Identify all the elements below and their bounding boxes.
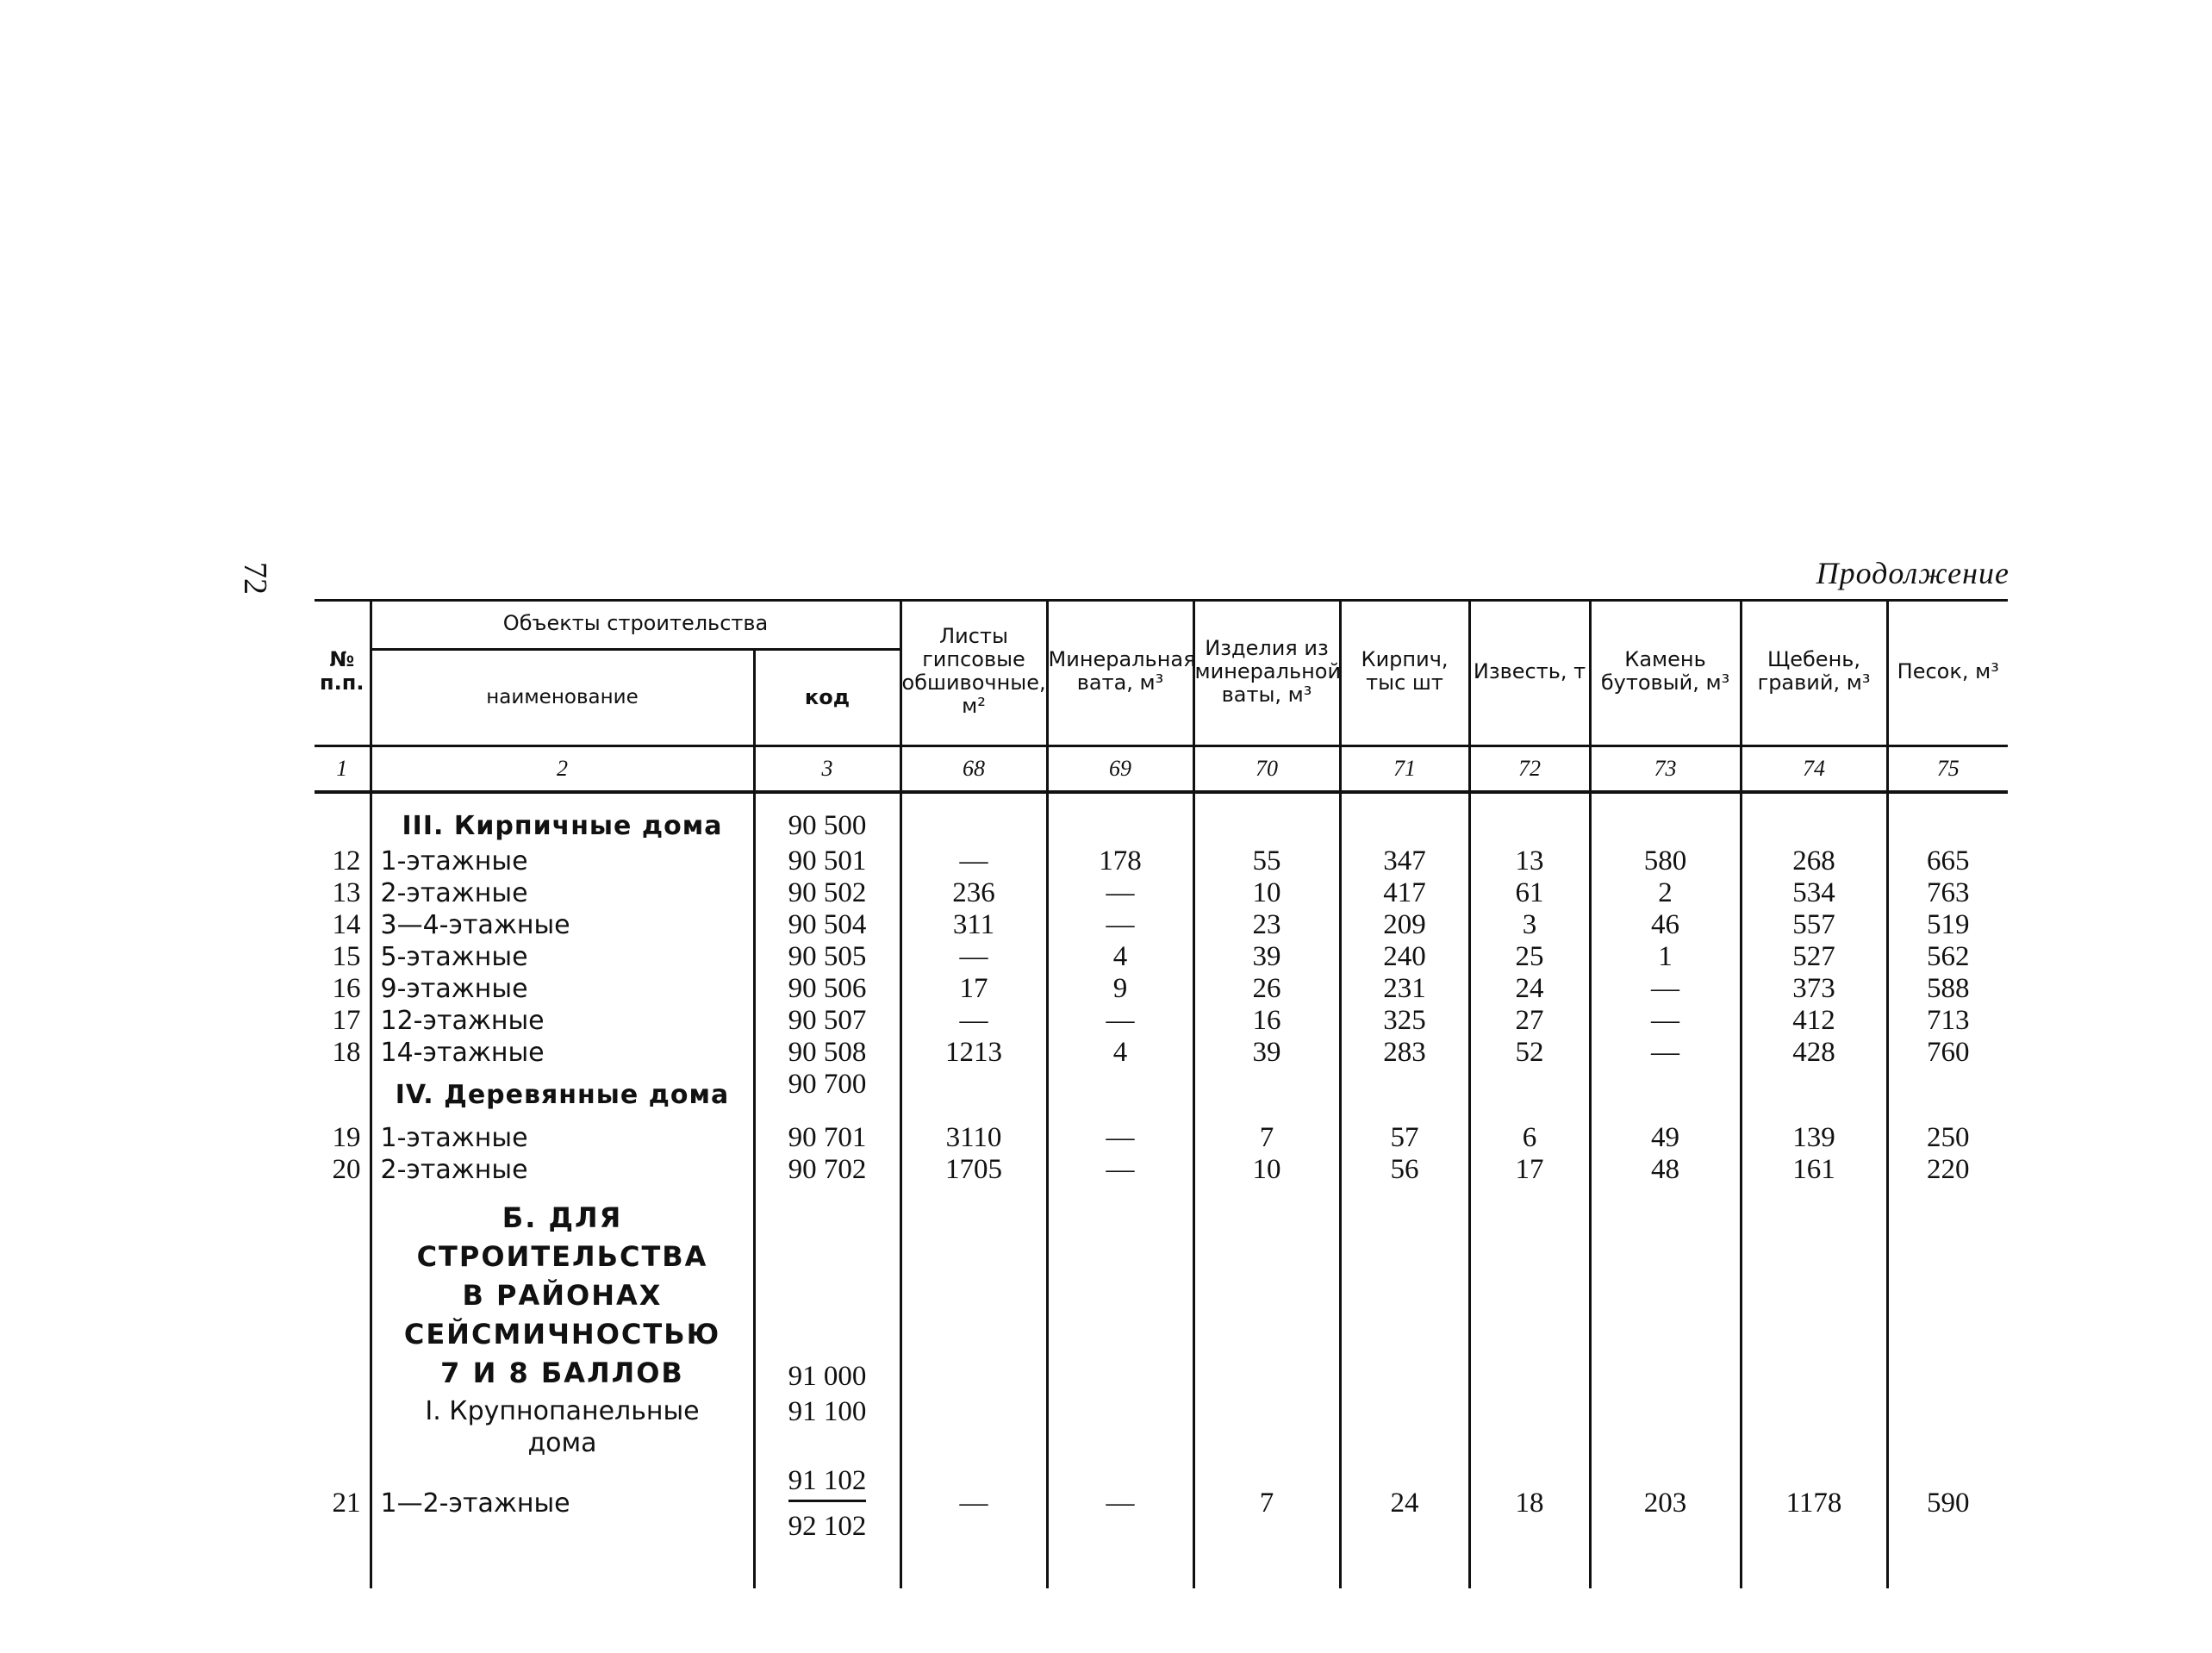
materials-table [315, 599, 2008, 1588]
row-name: 1-этажные [371, 1122, 754, 1154]
row-index: 19 [332, 1121, 361, 1153]
section-title: Б. ДЛЯ СТРОИТЕЛЬСТВА В РАЙОНАХ СЕЙСМИЧНОСТЬЮ 7 И 8 БАЛЛОВ [371, 1186, 754, 1393]
cell-c73: 2 [1590, 877, 1741, 909]
cell-c71: 347 [1340, 845, 1469, 877]
continued-label: Продолжение [1816, 556, 2009, 590]
header-col69: Минеральная вата, м³ [1047, 599, 1193, 745]
row-code: 91 102 92 102 [754, 1462, 900, 1545]
header-num: № п.п. [320, 647, 365, 696]
row-code: 90 507 [754, 1005, 900, 1037]
header-col70: Изделия из минеральной ваты, м³ [1193, 599, 1340, 745]
cell-c72: 24 [1469, 973, 1590, 1005]
table-row [315, 845, 2008, 877]
cell-c69: 9 [1047, 973, 1193, 1005]
colnum-75: 75 [1887, 745, 2008, 792]
cell-c71: 56 [1340, 1154, 1469, 1186]
row-index: 14 [332, 908, 361, 940]
row-code: 90 505 [754, 941, 900, 973]
row-name: 2-этажные [371, 877, 754, 909]
colnum-1: 1 [336, 755, 348, 781]
cell-c75: 588 [1887, 973, 2008, 1005]
header-col74: Щебень, гравий, м³ [1741, 599, 1887, 745]
table-row [315, 1122, 2008, 1154]
cell-c73: 49 [1590, 1122, 1741, 1154]
section-code: 91 100 [754, 1393, 900, 1462]
header-col75: Песок, м³ [1887, 599, 2008, 745]
cell-c71: 325 [1340, 1005, 1469, 1037]
row-name: 1—2-этажные [371, 1462, 754, 1545]
colnum-70: 70 [1193, 745, 1340, 792]
cell-c72: 17 [1469, 1154, 1590, 1186]
row-index: 18 [332, 1036, 361, 1068]
cell-c71: 417 [1340, 877, 1469, 909]
cell-c75: 220 [1887, 1154, 2008, 1186]
cell-c72: 27 [1469, 1005, 1590, 1037]
cell-c68: 17 [900, 973, 1047, 1005]
cell-c71: 24 [1340, 1462, 1469, 1545]
cell-c70: 10 [1193, 1154, 1340, 1186]
row-index: 21 [332, 1487, 361, 1519]
colnum-74: 74 [1741, 745, 1887, 792]
cell-c72: 6 [1469, 1122, 1590, 1154]
row-index: 15 [332, 940, 361, 972]
cell-c72: 13 [1469, 845, 1590, 877]
page-number: 72 [237, 562, 273, 595]
cell-c69: — [1047, 877, 1193, 909]
header-name: наименование [371, 649, 754, 745]
cell-c74: 527 [1741, 941, 1887, 973]
cell-c75: 665 [1887, 845, 2008, 877]
cell-c74: 534 [1741, 877, 1887, 909]
cell-c74: 161 [1741, 1154, 1887, 1186]
cell-c73: — [1590, 1037, 1741, 1069]
section-title: IV. Деревянные дома [371, 1069, 754, 1122]
table-row [315, 1037, 2008, 1069]
cell-c72: 61 [1469, 877, 1590, 909]
table-row [315, 941, 2008, 973]
table-row [315, 909, 2008, 941]
row-name: 3—4-этажные [371, 909, 754, 941]
cell-c69: — [1047, 1154, 1193, 1186]
colnum-2: 2 [371, 745, 754, 792]
cell-c68: — [900, 845, 1047, 877]
cell-c73: 48 [1590, 1154, 1741, 1186]
cell-c71: 283 [1340, 1037, 1469, 1069]
section-code: 90 500 [754, 808, 900, 845]
cell-c70: 16 [1193, 1005, 1340, 1037]
section-title: I. Крупнопанельные дома [371, 1393, 754, 1462]
cell-c68: 1213 [900, 1037, 1047, 1069]
cell-c73: 580 [1590, 845, 1741, 877]
cell-c69: — [1047, 1122, 1193, 1154]
row-code: 90 501 [754, 845, 900, 877]
colnum-73: 73 [1590, 745, 1741, 792]
row-code: 90 506 [754, 973, 900, 1005]
cell-c69: 178 [1047, 845, 1193, 877]
cell-c72: 3 [1469, 909, 1590, 941]
header-col71: Кирпич, тыс шт [1340, 599, 1469, 745]
cell-c73: 203 [1590, 1462, 1741, 1545]
cell-c70: 7 [1193, 1122, 1340, 1154]
cell-c68: 311 [900, 909, 1047, 941]
row-name: 1-этажные [371, 845, 754, 877]
cell-c70: 23 [1193, 909, 1340, 941]
cell-c70: 7 [1193, 1462, 1340, 1545]
cell-c75: 763 [1887, 877, 2008, 909]
cell-c73: — [1590, 1005, 1741, 1037]
colnum-69: 69 [1047, 745, 1193, 792]
row-index: 17 [332, 1004, 361, 1036]
cell-c68: — [900, 1462, 1047, 1545]
cell-c70: 55 [1193, 845, 1340, 877]
row-index: 20 [332, 1153, 361, 1185]
cell-c68: — [900, 1005, 1047, 1037]
header-objects-group: Объекты строительства [371, 599, 900, 649]
section-title: III. Кирпичные дома [371, 808, 754, 845]
row-code: 90 701 [754, 1122, 900, 1154]
row-name: 14-этажные [371, 1037, 754, 1069]
cell-c73: — [1590, 973, 1741, 1005]
cell-c69: — [1047, 1462, 1193, 1545]
row-code: 90 702 [754, 1154, 900, 1186]
table-row [315, 973, 2008, 1005]
table-row [315, 1005, 2008, 1037]
cell-c68: 3110 [900, 1122, 1047, 1154]
row-name: 12-этажные [371, 1005, 754, 1037]
cell-c70: 39 [1193, 1037, 1340, 1069]
row-index: 12 [332, 845, 361, 876]
cell-c75: 760 [1887, 1037, 2008, 1069]
section-code: 90 700 [754, 1069, 900, 1122]
row-name: 5-этажные [371, 941, 754, 973]
cell-c73: 1 [1590, 941, 1741, 973]
row-code: 90 502 [754, 877, 900, 909]
header-col73: Камень бутовый, м³ [1590, 599, 1741, 745]
cell-c69: — [1047, 1005, 1193, 1037]
cell-c68: 1705 [900, 1154, 1047, 1186]
row-index: 16 [332, 972, 361, 1004]
table-row [315, 1154, 2008, 1186]
row-name: 2-этажные [371, 1154, 754, 1186]
cell-c70: 39 [1193, 941, 1340, 973]
cell-c74: 412 [1741, 1005, 1887, 1037]
cell-c74: 557 [1741, 909, 1887, 941]
cell-c74: 373 [1741, 973, 1887, 1005]
colnum-72: 72 [1469, 745, 1590, 792]
cell-c75: 713 [1887, 1005, 2008, 1037]
cell-c75: 250 [1887, 1122, 2008, 1154]
cell-c71: 231 [1340, 973, 1469, 1005]
header-code: код [754, 649, 900, 745]
cell-c70: 26 [1193, 973, 1340, 1005]
cell-c72: 25 [1469, 941, 1590, 973]
cell-c72: 52 [1469, 1037, 1590, 1069]
colnum-71: 71 [1340, 745, 1469, 792]
row-code: 90 508 [754, 1037, 900, 1069]
cell-c74: 428 [1741, 1037, 1887, 1069]
table-row [315, 877, 2008, 909]
row-index: 13 [332, 876, 361, 908]
cell-c71: 209 [1340, 909, 1469, 941]
row-code: 90 504 [754, 909, 900, 941]
cell-c71: 240 [1340, 941, 1469, 973]
section-code: 91 000 [754, 1186, 900, 1393]
cell-c69: 4 [1047, 1037, 1193, 1069]
cell-c69: — [1047, 909, 1193, 941]
colnum-68: 68 [900, 745, 1047, 792]
colnum-3: 3 [754, 745, 900, 792]
cell-c74: 139 [1741, 1122, 1887, 1154]
table-row [315, 1462, 2008, 1545]
cell-c72: 18 [1469, 1462, 1590, 1545]
header-col72: Известь, т [1469, 599, 1590, 745]
row-name: 9-этажные [371, 973, 754, 1005]
cell-c75: 562 [1887, 941, 2008, 973]
cell-c74: 1178 [1741, 1462, 1887, 1545]
cell-c68: — [900, 941, 1047, 973]
cell-c70: 10 [1193, 877, 1340, 909]
cell-c74: 268 [1741, 845, 1887, 877]
cell-c69: 4 [1047, 941, 1193, 973]
cell-c68: 236 [900, 877, 1047, 909]
header-col68: Листы гипсовые обшивочные, м² [900, 599, 1047, 745]
cell-c75: 590 [1887, 1462, 2008, 1545]
cell-c71: 57 [1340, 1122, 1469, 1154]
cell-c73: 46 [1590, 909, 1741, 941]
cell-c75: 519 [1887, 909, 2008, 941]
